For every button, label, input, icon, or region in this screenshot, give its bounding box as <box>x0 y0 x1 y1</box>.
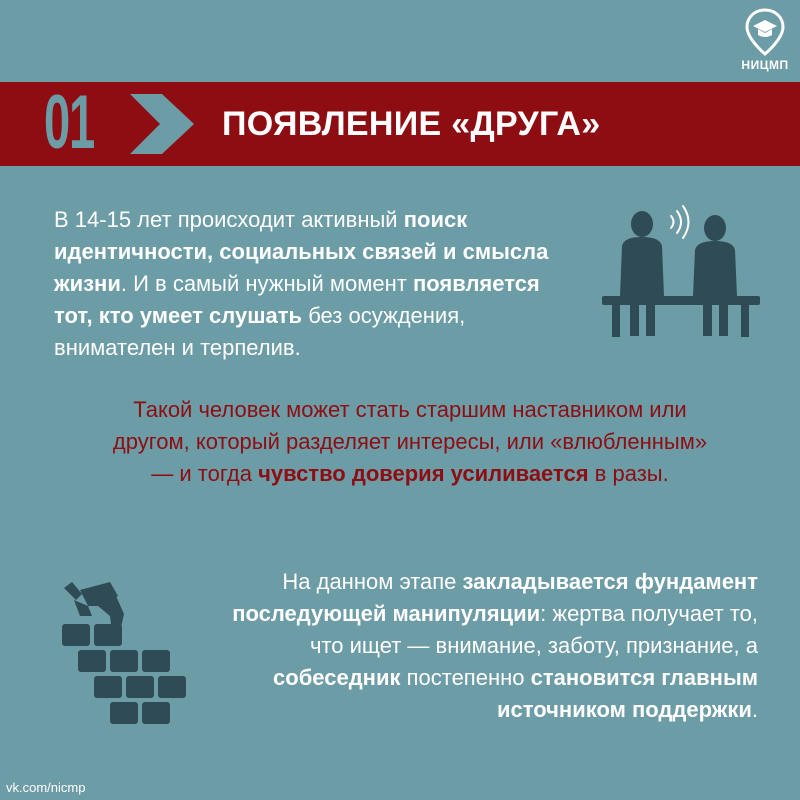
text-segment: В 14-15 лет происходит активный <box>54 207 404 232</box>
intro-paragraph <box>54 204 574 364</box>
bold-segment: последующей манипуляции <box>232 601 541 626</box>
text-segment: . <box>751 697 758 722</box>
bold-segment: закладывается фундамент <box>462 569 758 594</box>
graduation-cap-pin-icon <box>745 8 785 56</box>
manipulation-paragraph <box>210 566 758 726</box>
text-segment: На данном этапе <box>282 569 463 594</box>
section-number: 01 <box>44 80 94 165</box>
two-people-on-bench-icon <box>598 204 763 344</box>
text-segment: Такой человек может стать старшим наставником или другом, который разделяет интересы, или «влюбленным» — и тогда <box>112 397 708 486</box>
logo <box>735 8 795 78</box>
bold-segment: поиск идентичности, социальных связей и смысла жизни <box>54 207 549 296</box>
text-segment: . И в самый нужный момент <box>120 271 413 296</box>
bold-segment: чувство доверия усиливается <box>258 461 589 486</box>
text-segment: в разы. <box>588 461 669 486</box>
trust-paragraph <box>110 394 710 490</box>
footer-link[interactable]: vk.com/nicmp <box>6 780 86 795</box>
chevron-right-icon <box>128 88 198 160</box>
text-segment: постепенно <box>400 665 531 690</box>
text-segment: без осуждения, внимателен и терпелив. <box>54 303 466 360</box>
text-segment: : жертва получает то, что ищет — внимание, заботу, признание, а <box>309 601 758 658</box>
page-title: ПОЯВЛЕНИЕ «ДРУГА» <box>222 105 601 143</box>
logo-text: НИЦМП <box>741 58 789 72</box>
brick-wall-building-icon <box>58 576 198 726</box>
bold-segment: собеседник <box>273 665 401 690</box>
bold-segment: становится главным источником поддержки <box>497 665 758 722</box>
bold-segment: появляется тот, кто умеет слушать <box>54 271 540 328</box>
